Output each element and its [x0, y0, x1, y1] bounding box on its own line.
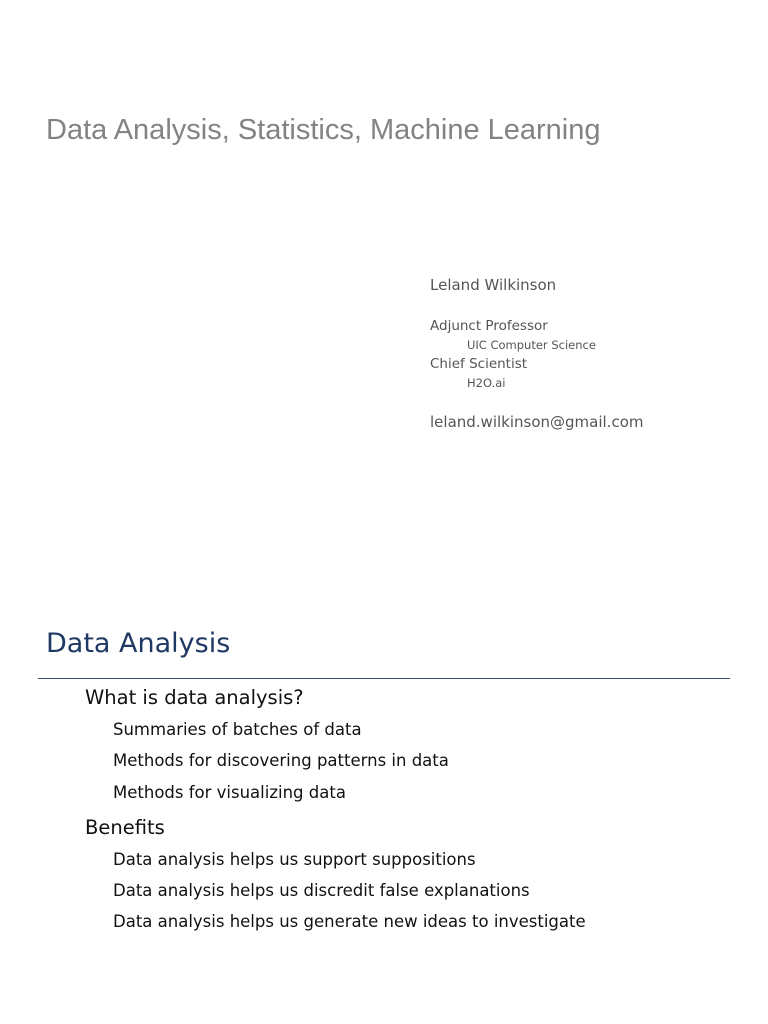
author-role-org: H2O.ai [467, 376, 506, 390]
bullet-item: Data analysis helps us generate new ideas to investigate [113, 912, 586, 931]
author-role-title: Chief Scientist [430, 356, 528, 372]
bullet-item: Methods for discovering patterns in data [113, 751, 449, 770]
author-email: leland.wilkinson@gmail.com [430, 413, 644, 431]
bullet-item: Summaries of batches of data [113, 720, 362, 739]
section-heading: What is data analysis? [85, 686, 304, 709]
bullet-item: Data analysis helps us discredit false explanations [113, 881, 530, 900]
author-name: Leland Wilkinson [430, 276, 557, 294]
author-info [430, 272, 643, 432]
presentation-title: Data Analysis, Statistics, Machine Learning [46, 114, 601, 146]
section-heading: Benefits [85, 816, 165, 839]
content-slide [0, 600, 768, 1024]
bullet-item: Methods for visualizing data [113, 783, 346, 802]
author-role-org: UIC Computer Science [467, 338, 596, 352]
bullet-item: Data analysis helps us support suppositions [113, 850, 476, 869]
title-divider [38, 678, 730, 679]
slide-title: Data Analysis [46, 628, 231, 659]
author-role-title: Adjunct Professor [430, 318, 548, 334]
